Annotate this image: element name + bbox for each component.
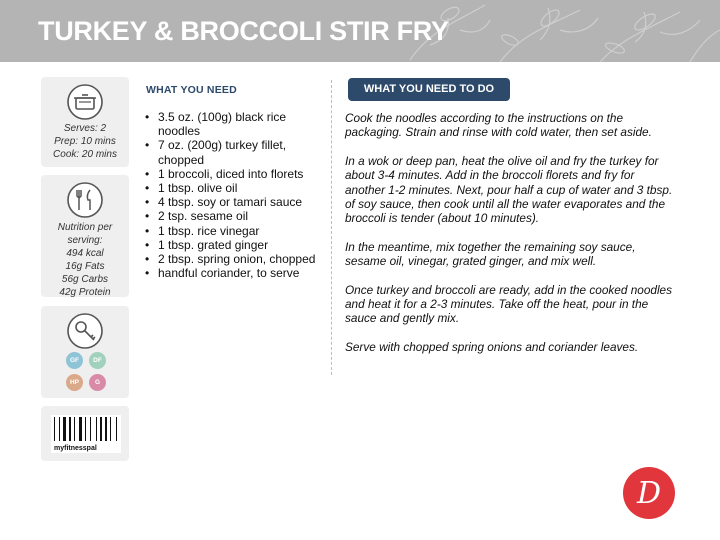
ingredient-item: • 4 tbsp. soy or tamari sauce (145, 195, 325, 209)
method-step: In the meantime, mix together the remaining soy sauce, sesame oil, vinegar, grated ginger, and mix well. (345, 239, 636, 269)
key-icon (66, 312, 104, 350)
barcode-icon (51, 415, 121, 453)
ingredient-item: • 1 broccoli, diced into florets (145, 167, 325, 181)
barcode-card[interactable] (41, 406, 129, 461)
ingredient-item: • 3.5 oz. (100g) black rice noodles (145, 110, 325, 138)
ingredient-item: • 2 tsp. sesame oil (145, 209, 325, 223)
recipe-title: TURKEY & BROCCOLI STIR FRY (38, 16, 449, 46)
dairy-free-badge: DF (89, 352, 106, 369)
diet-tags-card (41, 306, 129, 398)
carbs-text: 56g Carbs (61, 274, 109, 285)
ingredient-item: • 1 tbsp. olive oil (145, 181, 325, 195)
cook-time-text: Cook: 20 mins (53, 149, 117, 160)
method-step: Serve with chopped spring onions and coriander leaves. (345, 339, 639, 354)
nutrition-line: serving: (67, 235, 103, 246)
fats-text: 16g Fats (65, 261, 105, 272)
protein-text: 42g Protein (59, 287, 111, 298)
method-step: In a wok or deep pan, heat the olive oil and fry the turkey for about 3-4 minutes. Add in the broccoli florets and fry for another 1-2 minutes. Next, pour half a cup of water and 3 tbsp. of soy sauce, then cook until all the water evaporates and the broccoli is tender (about 10 minutes). (345, 153, 673, 226)
nutrition-line: Nutrition per (57, 222, 113, 233)
ingredients-list (145, 110, 325, 280)
ingredient-item: • 2 tbsp. spring onion, chopped (145, 252, 325, 266)
ingredient-item: • 1 tbsp. grated ginger (145, 238, 325, 252)
method-heading: WHAT YOU NEED TO DO (348, 78, 510, 101)
high-protein-badge: HP (66, 374, 83, 391)
serving-info-card (41, 77, 129, 167)
ingredients-heading: WHAT YOU NEED (146, 84, 237, 96)
nutrition-details (41, 221, 129, 299)
cooking-pot-icon (66, 83, 104, 121)
calories-text: 494 kcal (66, 248, 104, 259)
barcode-label: myfitnesspal (54, 445, 97, 452)
utensils-icon (66, 181, 104, 219)
header-banner (0, 0, 720, 62)
prep-time-text: Prep: 10 mins (54, 136, 116, 147)
logo-letter: D (636, 476, 662, 511)
serving-details (41, 122, 129, 161)
g-badge: G (89, 374, 106, 391)
serves-text: Serves: 2 (63, 123, 107, 134)
brand-logo-icon[interactable] (623, 467, 675, 519)
method-step: Cook the noodles according to the instructions on the packaging. Strain and rinse with cold water, then set aside. (345, 111, 652, 140)
ingredient-item: • 1 tbsp. rice vinegar (145, 224, 325, 238)
gluten-free-badge: GF (66, 352, 83, 369)
method-steps (345, 111, 675, 368)
ingredient-item: • handful coriander, to serve (145, 266, 325, 280)
nutrition-card (41, 175, 129, 297)
column-divider (331, 80, 332, 375)
ingredient-item: • 7 oz. (200g) turkey fillet, chopped (145, 138, 325, 166)
method-step: Once turkey and broccoli are ready, add in the cooked noodles and heat it for a 2-3 minutes. Take off the heat, pour in the sauce and gently mix. (345, 282, 673, 326)
